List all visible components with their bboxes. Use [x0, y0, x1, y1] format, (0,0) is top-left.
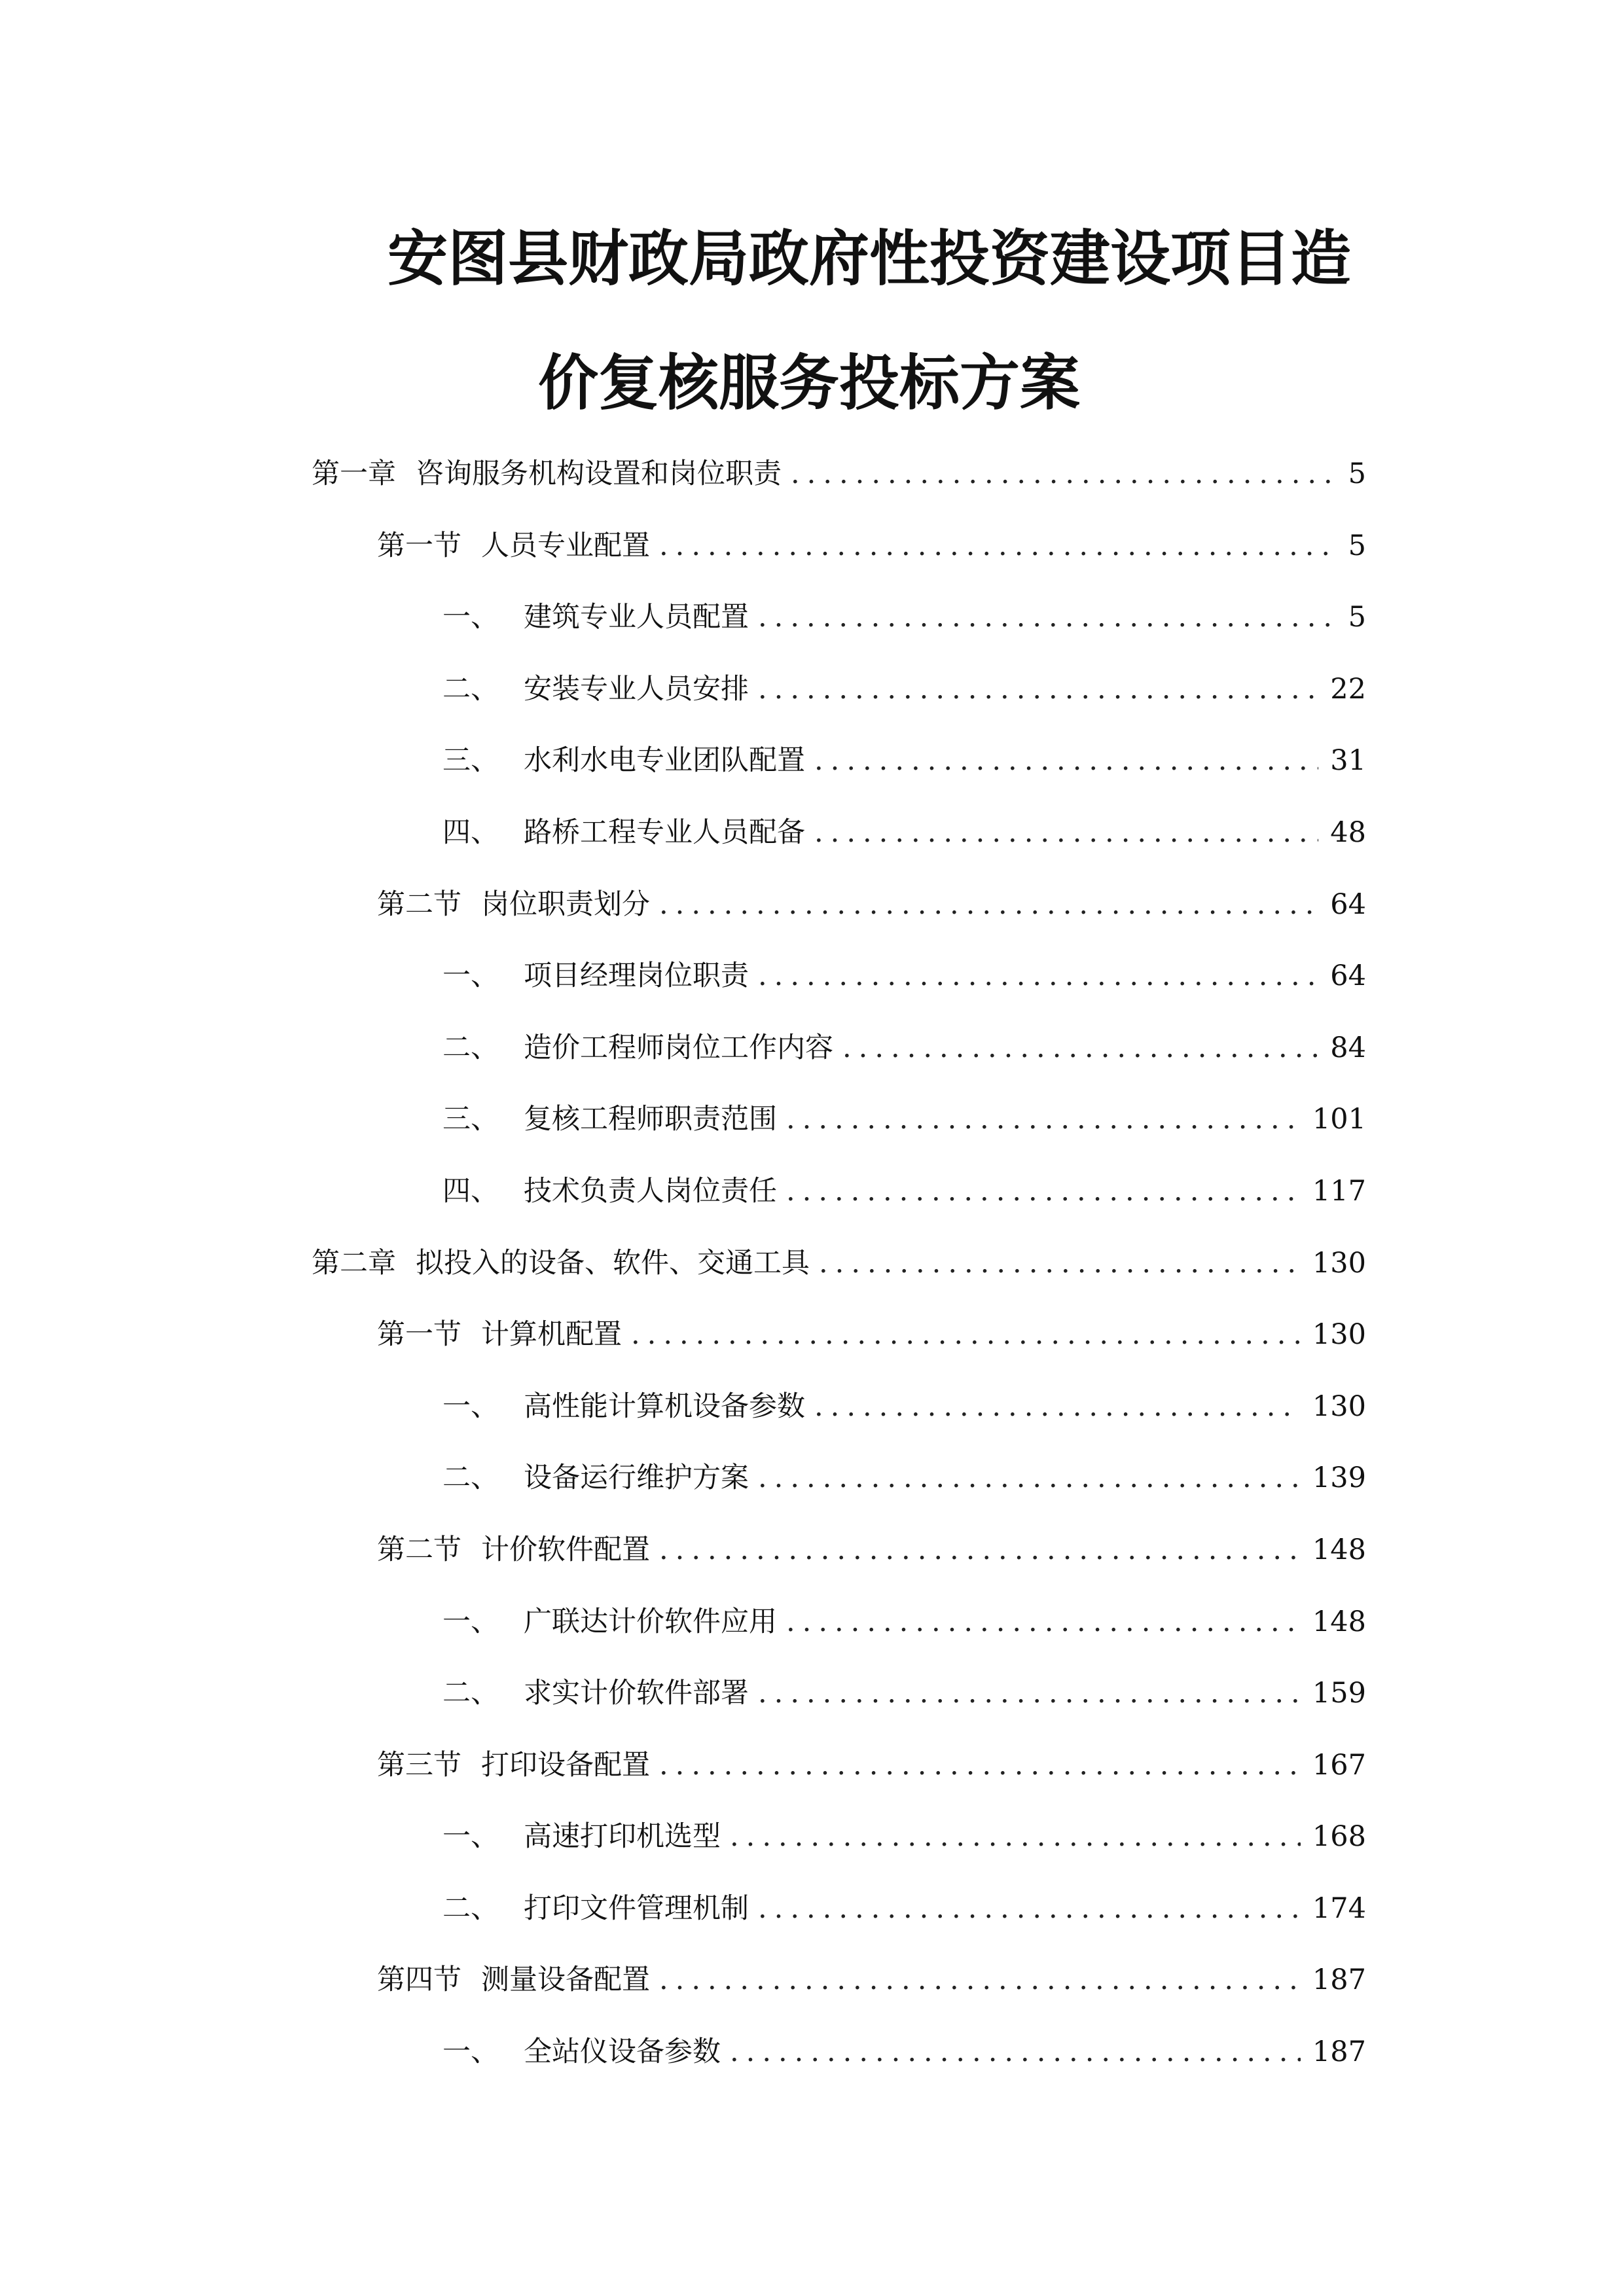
toc-entry-subsection[interactable]: [0, 725, 1624, 797]
toc-dot-leader: [758, 654, 1318, 726]
toc-dot-leader: [786, 1587, 1301, 1659]
toc-entry-number: 一、: [442, 1605, 499, 1638]
toc-entry-title: 安装专业人员安排: [524, 672, 749, 706]
document-title-line-2: 价复核服务投标方案: [538, 348, 1081, 418]
toc-page-number: 5: [1348, 457, 1366, 490]
toc-page-number: 148: [1312, 1605, 1366, 1638]
toc-page-number: 101: [1312, 1103, 1366, 1136]
toc-entry-title: 岗位职责划分: [481, 888, 650, 921]
toc-dot-leader: [730, 1801, 1301, 1873]
toc-dot-leader: [659, 869, 1318, 941]
toc-entry-title: 求实计价软件部署: [524, 1677, 749, 1710]
toc-page-number: 31: [1330, 744, 1366, 778]
toc-entry-title: 技术负责人岗位责任: [524, 1174, 777, 1208]
toc-entry-number: 第一章: [312, 457, 396, 490]
toc-entry-number: 一、: [442, 1820, 499, 1854]
toc-entry-number: 三、: [442, 744, 499, 778]
toc-entry-number: 一、: [442, 2036, 499, 2069]
toc-dot-leader: [659, 1515, 1301, 1587]
toc-entry-subsection[interactable]: [0, 1084, 1624, 1156]
toc-entry-section[interactable]: [0, 869, 1624, 941]
toc-entry-number: 第一节: [377, 529, 461, 562]
toc-page-number: 139: [1312, 1462, 1366, 1495]
toc-entry-subsection[interactable]: [0, 654, 1624, 726]
toc-dot-leader: [758, 1658, 1301, 1730]
toc-entry-title: 路桥工程专业人员配备: [524, 816, 805, 849]
toc-entry-number: 三、: [442, 1103, 499, 1136]
toc-entry-title: 项目经理岗位职责: [524, 960, 749, 993]
toc-entry-number: 第四节: [377, 1964, 461, 1997]
toc-dot-leader: [730, 2017, 1301, 2089]
toc-entry-number: 四、: [442, 816, 499, 849]
toc-entry-title: 测量设备配置: [481, 1964, 650, 1997]
document-title-line-1: 安图县财政局政府性投资建设项目造: [388, 223, 1352, 294]
toc-entry-subsection[interactable]: [0, 941, 1624, 1013]
toc-entry-subsection[interactable]: [0, 582, 1624, 654]
toc-entry-section[interactable]: [0, 1730, 1624, 1802]
toc-entry-title: 造价工程师岗位工作内容: [524, 1031, 833, 1064]
toc-page-number: 84: [1330, 1031, 1366, 1064]
toc-entry-title: 计价软件配置: [481, 1533, 650, 1566]
toc-entry-title: 建筑专业人员配置: [524, 601, 749, 634]
toc-entry-subsection[interactable]: [0, 1801, 1624, 1873]
toc-entry-title: 咨询服务机构设置和岗位职责: [416, 457, 782, 490]
toc-entry-number: 二、: [442, 1462, 499, 1495]
toc-page-number: 22: [1330, 672, 1366, 706]
toc-page-number: 168: [1312, 1820, 1366, 1854]
toc-entry-number: 第二节: [377, 1533, 461, 1566]
toc-entry-subsection[interactable]: [0, 1873, 1624, 1945]
toc-dot-leader: [786, 1084, 1301, 1156]
toc-entry-subsection[interactable]: [0, 1587, 1624, 1659]
toc-dot-leader: [814, 1371, 1301, 1443]
toc-page-number: 148: [1312, 1533, 1366, 1566]
toc-entry-number: 二、: [442, 1031, 499, 1064]
toc-page-number: 48: [1330, 816, 1366, 849]
toc-dot-leader: [814, 725, 1318, 797]
toc-page-number: 187: [1312, 2036, 1366, 2069]
toc-page-number: 64: [1330, 960, 1366, 993]
toc-entry-subsection[interactable]: [0, 797, 1624, 869]
toc-entry-title: 高性能计算机设备参数: [524, 1390, 805, 1423]
toc-page-number: 130: [1312, 1246, 1366, 1280]
toc-dot-leader: [758, 582, 1337, 654]
toc-page-number: 64: [1330, 888, 1366, 921]
toc-entry-section[interactable]: [0, 1945, 1624, 2017]
toc-page-number: 174: [1312, 1892, 1366, 1925]
toc-entry-subsection[interactable]: [0, 1013, 1624, 1085]
toc-dot-leader: [659, 1730, 1301, 1802]
toc-dot-leader: [791, 439, 1337, 511]
toc-entry-title: 计算机配置: [481, 1318, 622, 1352]
toc-entry-number: 第二章: [312, 1246, 396, 1280]
toc-page-number: 187: [1312, 1964, 1366, 1997]
toc-dot-leader: [758, 1443, 1301, 1515]
toc-entry-number: 第二节: [377, 888, 461, 921]
toc-page-number: 5: [1348, 601, 1366, 634]
toc-entry-subsection[interactable]: [0, 1658, 1624, 1730]
toc-entry-chapter-1[interactable]: [0, 439, 1624, 511]
toc-page-number: 117: [1312, 1174, 1366, 1208]
toc-entry-number: 第三节: [377, 1748, 461, 1782]
toc-entry-title: 拟投入的设备、软件、交通工具: [416, 1246, 810, 1280]
toc-entry-section[interactable]: [0, 511, 1624, 583]
toc-entry-number: 二、: [442, 1892, 499, 1925]
toc-entry-title: 广联达计价软件应用: [524, 1605, 777, 1638]
toc-dot-leader: [758, 941, 1318, 1013]
toc-dot-leader: [819, 1228, 1301, 1300]
toc-dot-leader: [786, 1156, 1301, 1228]
toc-dot-leader: [631, 1299, 1301, 1371]
toc-dot-leader: [758, 1873, 1301, 1945]
toc-page-number: 159: [1312, 1677, 1366, 1710]
toc-entry-number: 二、: [442, 672, 499, 706]
toc-dot-leader: [814, 797, 1318, 869]
toc-entry-title: 打印设备配置: [481, 1748, 650, 1782]
toc-page-number: 5: [1348, 529, 1366, 562]
toc-entry-subsection[interactable]: [0, 1156, 1624, 1228]
toc-entry-subsection[interactable]: [0, 1371, 1624, 1443]
toc-page-number: 167: [1312, 1748, 1366, 1782]
table-of-contents: [0, 439, 1624, 2089]
toc-entry-section[interactable]: [0, 1299, 1624, 1371]
toc-page-number: 130: [1312, 1318, 1366, 1352]
toc-entry-title: 全站仪设备参数: [524, 2036, 721, 2069]
toc-entry-number: 四、: [442, 1174, 499, 1208]
toc-dot-leader: [659, 1945, 1301, 2017]
toc-entry-chapter-2[interactable]: [0, 1228, 1624, 1300]
document-title: [0, 196, 1624, 445]
toc-entry-title: 设备运行维护方案: [524, 1462, 749, 1495]
toc-entry-section[interactable]: [0, 1515, 1624, 1587]
toc-entry-title: 打印文件管理机制: [524, 1892, 749, 1925]
toc-entry-title: 高速打印机选型: [524, 1820, 721, 1854]
toc-page-number: 130: [1312, 1390, 1366, 1423]
toc-entry-number: 一、: [442, 601, 499, 634]
toc-entry-number: 一、: [442, 960, 499, 993]
toc-dot-leader: [842, 1013, 1318, 1085]
toc-entry-title: 复核工程师职责范围: [524, 1103, 777, 1136]
toc-entry-title: 人员专业配置: [481, 529, 650, 562]
toc-entry-number: 第一节: [377, 1318, 461, 1352]
toc-entry-title: 水利水电专业团队配置: [524, 744, 805, 778]
toc-entry-number: 二、: [442, 1677, 499, 1710]
toc-entry-subsection[interactable]: [0, 1443, 1624, 1515]
toc-dot-leader: [659, 511, 1337, 583]
toc-entry-number: 一、: [442, 1390, 499, 1423]
toc-entry-subsection[interactable]: [0, 2017, 1624, 2089]
